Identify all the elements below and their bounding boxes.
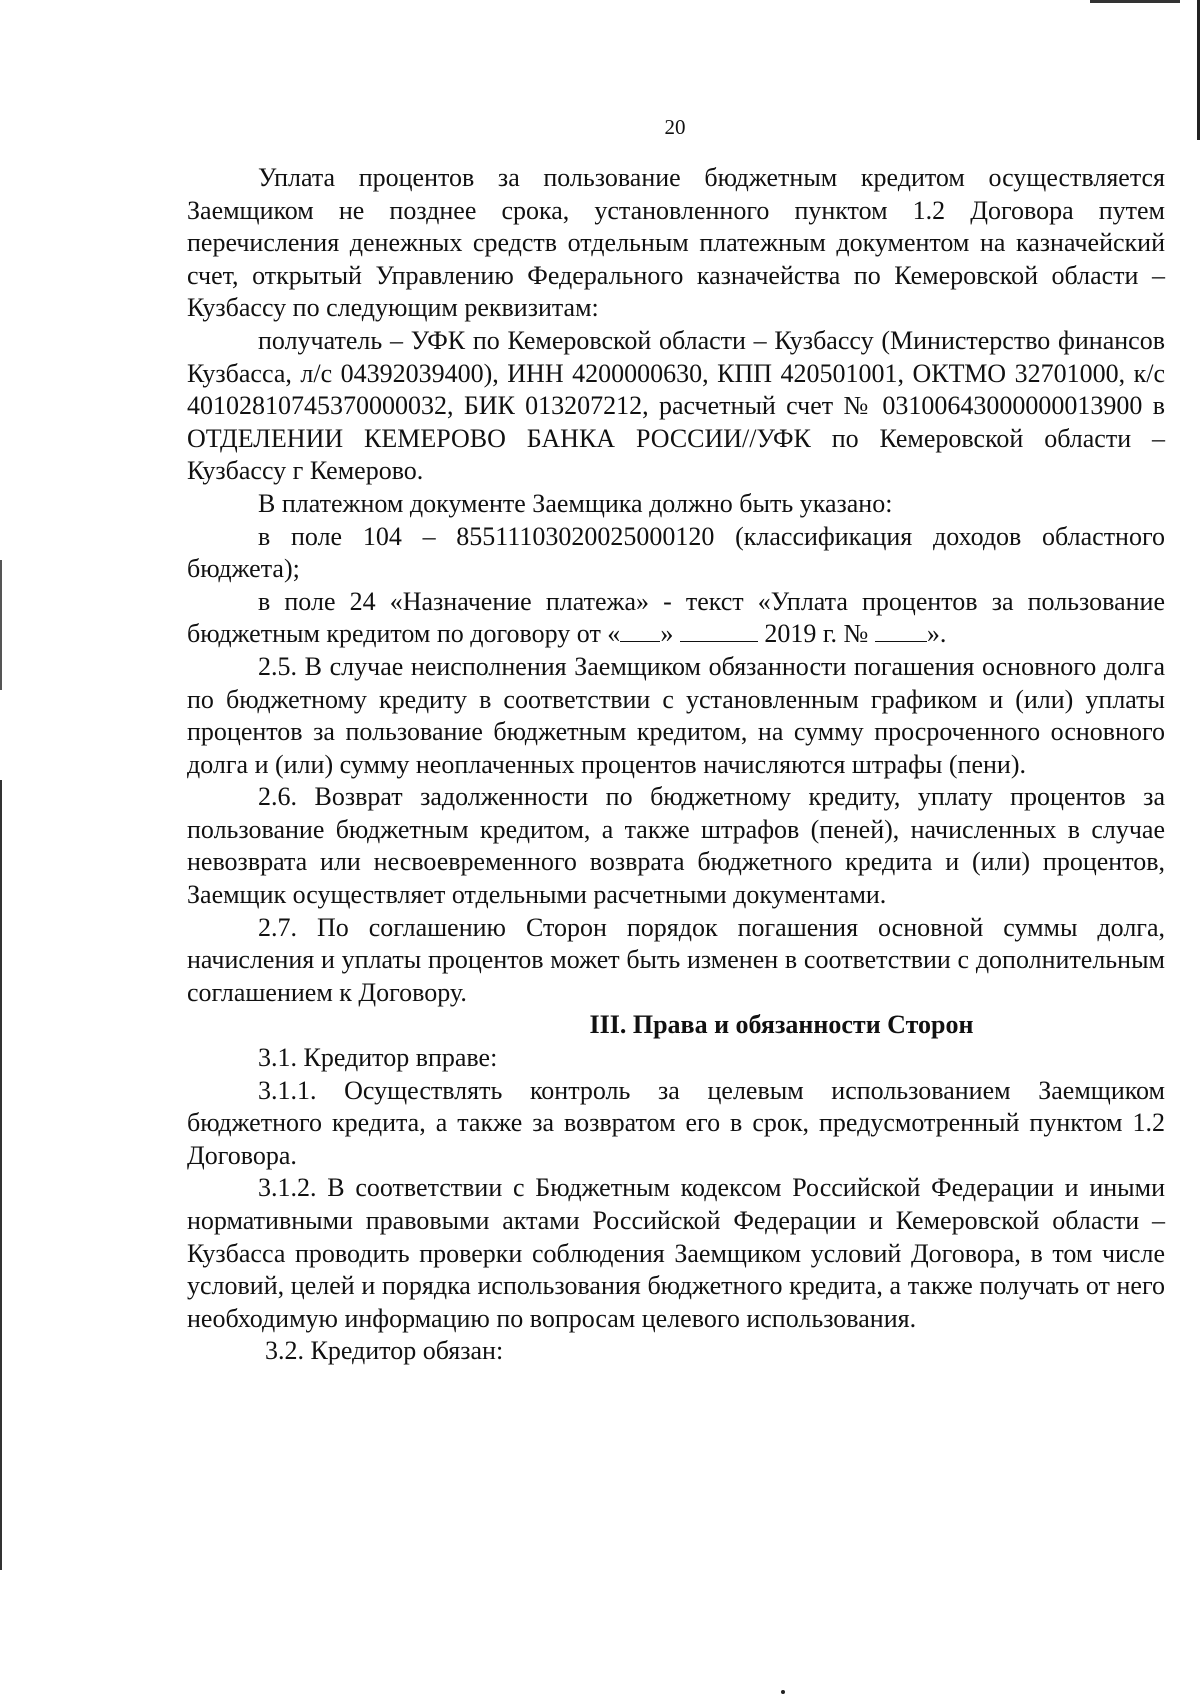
paragraph-3-1-1: 3.1.1. Осуществлять контроль за целевым использованием Заемщиком бюджетного кредита, а также за возвратом его в срок, предусмотренный пунктом 1.2 Договора. xyxy=(187,1075,1165,1170)
paragraph-2-6: 2.6. Возврат задолженности по бюджетному кредиту, уплату процентов за пользование бюджетным кредитом, а также штрафов (пеней), начисленных в случае невозврата или несвоевременного возврата бюджетного кредита и (или) процентов, Заемщик осуществляет отдельными расчетными документами. xyxy=(187,782,1165,910)
document-body xyxy=(187,162,1165,1368)
paragraph-field-24 xyxy=(187,586,1165,651)
scan-dot xyxy=(781,1690,785,1694)
paragraph-recipient-details: получатель – УФК по Кемеровской области – Кузбассу (Министерство финансов Кузбасса, л/с 04392039400), ИНН 4200000630, КПП 420501001, ОКТМО 32701000, к/с 40102810745370000032, БИК 013207212, расчетный счет № 03100643000000013900 в ОТДЕЛЕНИИ КЕМЕРОВО БАНКА РОССИИ//УФК по Кемеровской области – Кузбассу г Кемерово. xyxy=(187,325,1165,486)
field-24-text-start: в поле 24 «Назначение платежа» - текст «Уплата процентов за пользование бюджетным кредитом по договору от « xyxy=(187,586,1165,649)
paragraph-2-7: 2.7. По соглашению Сторон порядок погашения основной суммы долга, начисления и уплаты процентов может быть изменен в соответствии с дополнительным соглашением к Договору. xyxy=(187,912,1165,1007)
page-number: 20 xyxy=(664,115,686,139)
scan-edge-mark xyxy=(1090,0,1180,3)
paragraph-3-1-2: 3.1.2. В соответствии с Бюджетным кодексом Российской Федерации и иными нормативными правовыми актами Российской Федерации и Кемеровской области – Кузбасса проводить проверки соблюдения Заемщиком условий Договора, в том числе условий, целей и порядка использования бюджетного кредита, а также получать от него необходимую информацию по вопросам целевого использования. xyxy=(187,1173,1165,1333)
section-heading: III. Права и обязанности Сторон xyxy=(589,1010,974,1040)
paragraph-3-2: 3.2. Кредитор обязан: xyxy=(265,1336,504,1366)
paragraph-2-5: 2.5. В случае неисполнения Заемщиком обязанности погашения основного долга по бюджетному кредиту в соответствии с установленным графиком и (или) уплаты процентов за пользование бюджетным кредитом, на сумму просроченного основного долга и (или) сумму неоплаченных процентов начисляются штрафы (пени). xyxy=(187,651,1165,779)
blank-number xyxy=(875,623,927,642)
paragraph-3-1: 3.1. Кредитор вправе: xyxy=(258,1043,498,1073)
paragraph-interest-payment: Уплата процентов за пользование бюджетным кредитом осуществляется Заемщиком не позднее срока, установленного пунктом 1.2 Договора путем перечисления денежных средств отдельным платежным документом на казначейский счет, открытый Управлению Федерального казначейства по Кемеровской области – Кузбассу по следующим реквизитам: xyxy=(187,163,1165,323)
blank-day xyxy=(620,623,660,642)
paragraph-payment-document: В платежном документе Заемщика должно быть указано: xyxy=(258,488,893,518)
blank-month xyxy=(680,623,758,642)
paragraph-field-104: в поле 104 – 85511103020025000120 (классификация доходов областного бюджета); xyxy=(187,521,1165,584)
field-24-text-quote: » xyxy=(660,619,680,649)
field-24-text-year: 2019 г. № xyxy=(757,619,875,649)
scan-edge-line-left xyxy=(0,780,2,1570)
scan-edge-line-left-upper xyxy=(0,560,2,690)
field-24-text-end: ». xyxy=(926,619,947,649)
